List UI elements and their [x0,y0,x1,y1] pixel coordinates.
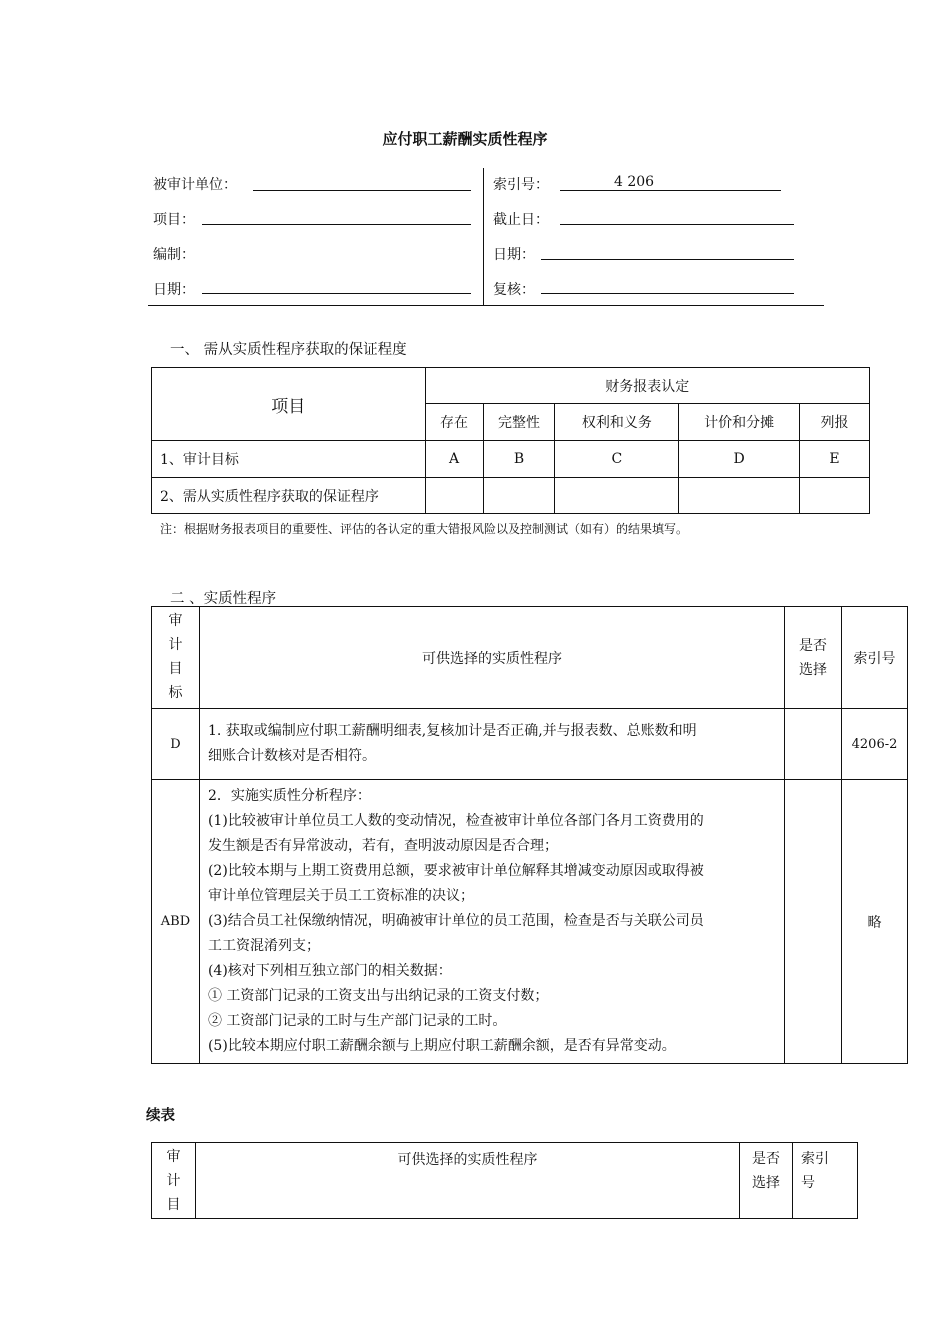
section2-heading: 二 、实质性程序 [170,591,277,607]
index-label: 索引号： [493,177,549,193]
index-value: 4 206 [614,174,655,190]
row-index: 略 [842,780,908,1064]
col-presentation: 列报 [800,404,870,441]
cont-col-index-header: 索引号 [793,1143,858,1219]
row1-label: 1、审计目标 [152,441,426,478]
project-field[interactable] [202,224,471,225]
section1-note: 注：根据财务报表项目的重要性、评估的各认定的重大错报风险以及控制测试（如有）的结果填写。 [160,522,689,536]
review-label: 复核： [493,282,535,298]
date-field-2[interactable] [202,293,471,294]
assurance-table [151,367,870,514]
col-objective-header: 审计目标 [152,607,200,709]
row2-completeness-cell[interactable] [483,478,555,514]
row-procedure: 1. 获取或编制应付职工薪酬明细表,复核加计是否正确,并与报表数、总账数和明 细账合计数核对是否相符。 [199,709,784,780]
row2-presentation-cell[interactable] [800,478,870,514]
cutoff-label: 截止日： [493,212,549,228]
row1-rights: C [555,441,679,478]
row2-valuation-cell[interactable] [679,478,800,514]
section1-heading: 一、 需从实质性程序获取的保证程度 [170,342,407,358]
procedures-table [151,606,908,1064]
row-procedure: 2．实施实质性分析程序： (1)比较被审计单位员工人数的变动情况，检查被审计单位各部门各月工资费用的 发生额是否有异常波动，若有，查明波动原因是否合理； (2)比较本期与上期工资费用总额，要求被审计单位解释其增减变动原因或取得被 审计单位管理层关于员工工资标准的决议； (3)结合员工社保缴纳情况，明确被审计单位的员工范围，检查是否与关联公司员 工工资混淆列支； (4)核对下列相互独立部门的相关数据： ① 工资部门记录的工资支出与出纳记录的工资支付数； ② 工资部门记录的工时与生产部门记录的工时。 (5)比较本期应付职工薪酬余额与上期应付职工薪酬余额，是否有异常变动。 [199,780,784,1064]
continuation-heading: 续表 [146,1108,175,1124]
cont-col-selected-header: 是否选择 [740,1143,793,1219]
row-selected-cell[interactable] [785,780,842,1064]
review-field[interactable] [541,293,794,294]
col-procedure-header: 可供选择的实质性程序 [199,607,784,709]
col-valuation: 计价和分摊 [679,404,800,441]
audited-unit-field[interactable] [253,190,471,191]
row2-rights-cell[interactable] [555,478,679,514]
table-row [152,709,908,780]
header-divider [483,168,484,306]
date-field[interactable] [541,259,794,260]
project-label: 项目： [153,212,195,228]
row-objective: ABD [152,780,200,1064]
row1-valuation: D [679,441,800,478]
row2-existence-cell[interactable] [425,478,483,514]
assertion-header: 财务报表认定 [425,368,869,404]
item-header: 项目 [152,368,426,441]
col-existence: 存在 [425,404,483,441]
col-rights-obligations: 权利和义务 [555,404,679,441]
cutoff-field[interactable] [560,224,794,225]
continuation-table [151,1142,858,1219]
row1-completeness: B [483,441,555,478]
prepared-label: 编制： [153,247,195,263]
col-completeness: 完整性 [483,404,555,441]
row-index: 4206-2 [842,709,908,780]
row1-presentation: E [800,441,870,478]
cont-col-procedure-header: 可供选择的实质性程序 [195,1143,739,1219]
header-bottom-rule [148,305,824,306]
row-selected-cell[interactable] [785,709,842,780]
col-selected-header: 是否选择 [785,607,842,709]
audited-unit-label: 被审计单位： [153,177,237,193]
row1-existence: A [425,441,483,478]
cont-col-objective-header: 审计目 [152,1143,196,1219]
page-title: 应付职工薪酬实质性程序 [382,130,548,148]
date-label: 日期： [493,247,535,263]
row2-label: 2、需从实质性程序获取的保证程序 [152,478,426,514]
table-row [152,780,908,1064]
row-objective: D [152,709,200,780]
col-index-header: 索引号 [842,607,908,709]
date-label-2: 日期： [153,282,195,298]
index-field[interactable] [560,190,781,191]
